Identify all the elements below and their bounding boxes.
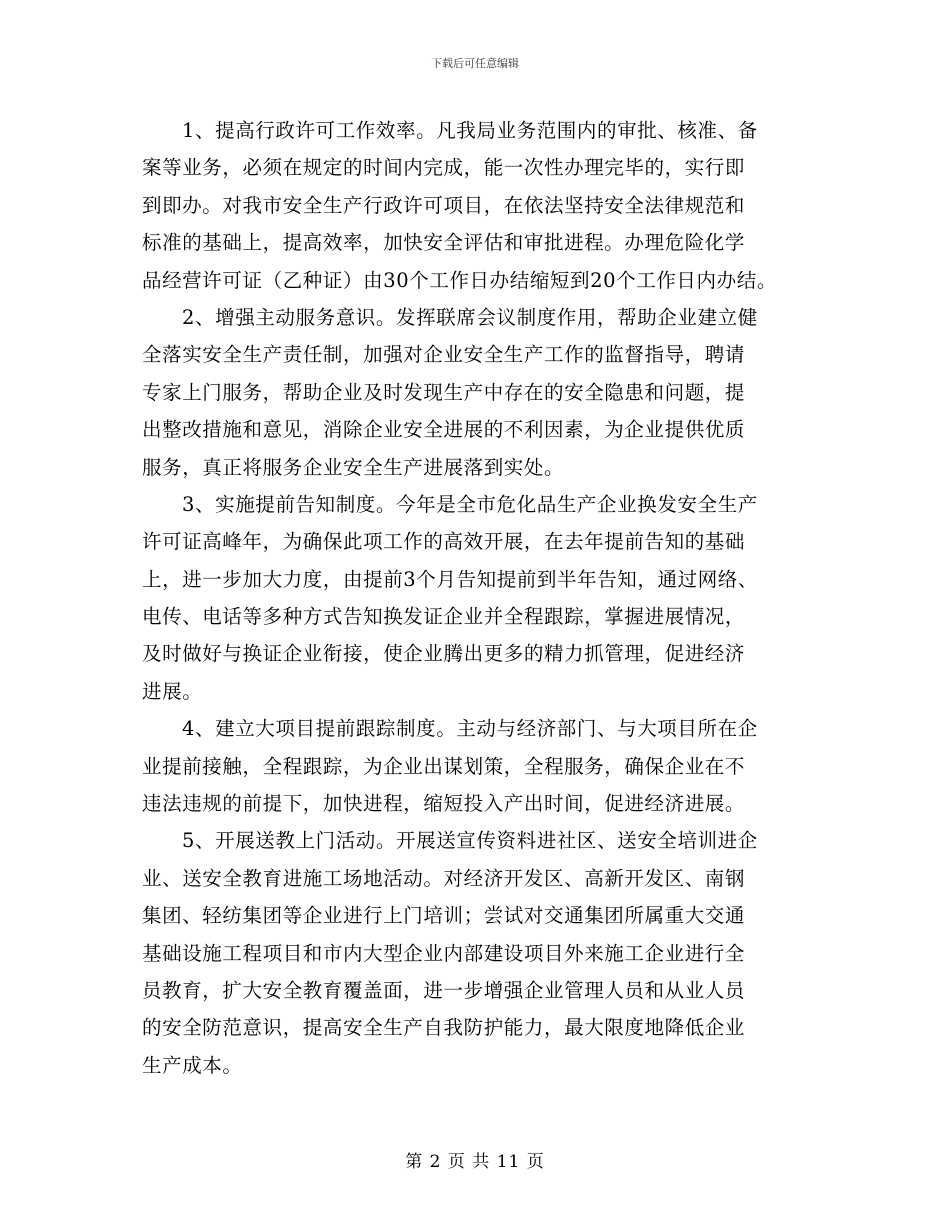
paragraph-line: 许可证高峰年，为确保此项工作的高效开展，在去年提前告知的基础 xyxy=(142,530,746,554)
paragraph-1 xyxy=(142,112,842,299)
paragraph-line: 全落实安全生产责任制，加强对企业安全生产工作的监督指导，聘请 xyxy=(142,343,746,367)
paragraph-3 xyxy=(142,486,842,710)
paragraph-line: 及时做好与换证企业衔接，使企业腾出更多的精力抓管理，促进经济 xyxy=(142,642,746,666)
paragraph-line: 集团、轻纺集团等企业进行上门培训；尝试对交通集团所属重大交通 xyxy=(142,904,746,928)
paragraph-line: 业提前接触，全程跟踪，为企业出谋划策，全程服务，确保企业在不 xyxy=(142,754,746,778)
page-header: 下载后可任意编辑 xyxy=(431,57,519,70)
paragraph-line: 到即办。对我市安全生产行政许可项目，在依法坚持安全法律规范和 xyxy=(142,193,746,217)
paragraph-line: 的安全防范意识，提高安全生产自我防护能力，最大限度地降低企业 xyxy=(142,1016,746,1040)
paragraph-4 xyxy=(142,710,842,822)
paragraph-line: 员教育，扩大安全教育覆盖面，进一步增强企业管理人员和从业人员 xyxy=(142,978,746,1002)
paragraph-line: 案等业务，必须在规定的时间内完成，能一次性办理完毕的，实行即 xyxy=(142,156,746,180)
paragraph-2 xyxy=(142,299,842,486)
paragraph-line: 5、开展送教上门活动。开展送宣传资料进社区、送安全培训进企 xyxy=(182,829,758,853)
paragraph-5 xyxy=(142,822,842,1084)
paragraph-line: 标准的基础上，提高效率，加快安全评估和审批进程。办理危险化学 xyxy=(142,231,746,255)
paragraph-line: 电传、电话等多种方式告知换发证企业并全程跟踪，掌握进展情况， xyxy=(142,605,746,629)
paragraph-line: 3、实施提前告知制度。今年是全市危化品生产企业换发安全生产 xyxy=(182,492,758,516)
paragraph-line: 4、建立大项目提前跟踪制度。主动与经济部门、与大项目所在企 xyxy=(182,717,758,741)
paragraph-line: 上，进一步加大力度，由提前3个月告知提前到半年告知，通过网络、 xyxy=(142,567,759,591)
page-footer: 第 2 页 共 11 页 xyxy=(405,1152,545,1172)
paragraph-line: 进展。 xyxy=(142,679,203,703)
paragraph-line: 出整改措施和意见，消除企业安全进展的不利因素，为企业提供优质 xyxy=(142,418,746,442)
paragraph-line: 专家上门服务，帮助企业及时发现生产中存在的安全隐患和问题，提 xyxy=(142,380,746,404)
paragraph-line: 违法违规的前提下，加快进程，缩短投入产出时间，促进经济进展。 xyxy=(142,792,746,816)
paragraph-line: 服务，真正将服务企业安全生产进展落到实处。 xyxy=(142,455,565,479)
document-body xyxy=(142,112,842,1084)
paragraph-line: 品经营许可证（乙种证）由30个工作日办结缩短到20个工作日内办结。 xyxy=(142,268,777,292)
paragraph-line: 1、提高行政许可工作效率。凡我局业务范围内的审批、核准、备 xyxy=(182,119,758,142)
paragraph-line: 生产成本。 xyxy=(142,1053,243,1077)
paragraph-line: 2、增强主动服务意识。发挥联席会议制度作用，帮助企业建立健 xyxy=(182,305,758,329)
paragraph-line: 业、送安全教育进施工场地活动。对经济开发区、高新开发区、南钢 xyxy=(142,866,746,890)
paragraph-line: 基础设施工程项目和市内大型企业内部建设项目外来施工企业进行全 xyxy=(142,941,746,965)
